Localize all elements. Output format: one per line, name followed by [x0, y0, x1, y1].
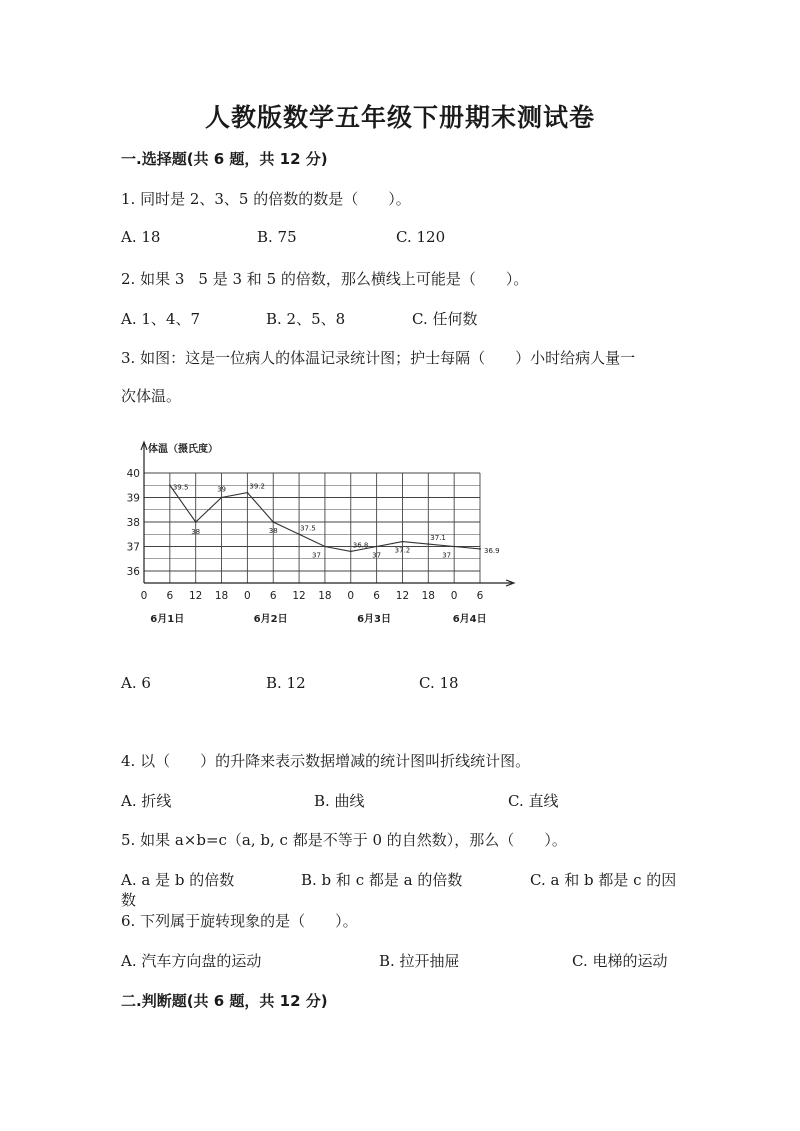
- data-label: 37.5: [300, 524, 316, 533]
- data-label: 37: [312, 551, 321, 560]
- data-label: 38: [191, 528, 201, 536]
- q5-option-c: C. a 和 b 都是 c 的因: [530, 871, 677, 889]
- y-tick-labels: [127, 468, 141, 578]
- q6-option-c: C. 电梯的运动: [572, 952, 668, 970]
- data-point: [453, 546, 455, 548]
- day-label: 6月1日: [150, 614, 185, 625]
- page-title: 人教版数学五年级下册期末测试卷: [204, 103, 595, 132]
- q2-option-a: A. 1、4、7: [121, 310, 200, 328]
- x-tick-label: 6: [476, 590, 484, 602]
- x-tick-label: 6: [166, 590, 174, 602]
- data-label: 37.1: [430, 534, 446, 543]
- q1-option-c: C. 120: [396, 228, 446, 246]
- y-tick-label: 39: [126, 492, 140, 505]
- data-label: 37.2: [394, 546, 411, 555]
- q3-option-c: C. 18: [419, 674, 459, 692]
- data-point: [427, 543, 429, 545]
- data-point: [298, 533, 300, 535]
- y-tick-label: 36: [126, 566, 140, 578]
- question-5-text-end: ）。: [544, 831, 567, 849]
- temperature-line-chart: [120, 430, 530, 630]
- q4-option-a: A. 折线: [121, 792, 172, 810]
- day-label: 6月2日: [253, 614, 288, 625]
- x-tick-label: 0: [450, 590, 458, 602]
- data-point: [402, 541, 404, 543]
- data-label: 39: [217, 485, 226, 494]
- question-2-text-end: ）。: [505, 270, 529, 288]
- data-point: [272, 521, 274, 523]
- q2-option-c: C. 任何数: [412, 310, 478, 328]
- question-1-text-end: ）。: [388, 190, 411, 208]
- q1-option-b: B. 75: [257, 228, 297, 246]
- x-tick-label: 18: [214, 590, 229, 602]
- question-3-line2: 次体温。: [121, 387, 182, 405]
- q3-option-a: A. 6: [121, 674, 151, 692]
- question-1: [121, 188, 411, 209]
- q2-option-b: B. 2、5、8: [266, 310, 346, 328]
- data-point: [169, 484, 171, 486]
- question-2-text-mid: 5 是 3 和 5 的倍数，那么横线上可能是（: [198, 270, 476, 288]
- question-6: [121, 910, 358, 931]
- question-4: [121, 750, 530, 771]
- data-point: [195, 521, 197, 523]
- x-tick-label: 18: [318, 590, 332, 602]
- x-tick-label: 12: [395, 590, 410, 602]
- data-point: [376, 546, 378, 548]
- chart-axes: [141, 442, 514, 586]
- day-label: 6月3日: [357, 614, 391, 625]
- x-tick-label: 0: [140, 590, 148, 602]
- x-tick-label: 6: [269, 590, 277, 602]
- question-6-text: 6. 下列属于旋转现象的是（: [121, 912, 306, 930]
- x-tick-label: 0: [244, 590, 251, 602]
- question-3: [121, 347, 635, 368]
- q5-option-b: B. b 和 c 都是 a 的倍数: [301, 871, 463, 889]
- data-point: [479, 548, 481, 550]
- q4-option-c: C. 直线: [508, 792, 559, 810]
- question-2: [121, 268, 528, 289]
- q1-option-a: A. 18: [121, 228, 161, 246]
- x-tick-label: 0: [347, 590, 355, 602]
- data-label: 37: [442, 551, 452, 560]
- data-label: 39.5: [172, 483, 189, 492]
- section-heading-judgement: 二.判断题(共 6 题，共 12 分): [121, 992, 328, 1010]
- question-3-text: 3. 如图：这是一位病人的体温记录统计图；护士每隔（: [121, 349, 486, 367]
- data-label: 36.9: [484, 546, 500, 555]
- y-axis-label: 体温（摄氏度）: [148, 444, 218, 455]
- question-4-text-end: ）的升降来表示数据增减的统计图叫折线统计图。: [200, 752, 531, 770]
- data-label: 39.2: [249, 482, 265, 491]
- data-label: 36.8: [352, 541, 369, 550]
- data-point: [324, 546, 326, 548]
- x-tick-label: 18: [421, 590, 435, 602]
- data-point: [246, 492, 248, 494]
- question-4-text: 4. 以（: [121, 752, 171, 770]
- x-tick-label: 12: [189, 590, 203, 602]
- question-1-text: 1. 同时是 2、3、5 的倍数的数是（: [121, 190, 359, 208]
- question-2-text: 2. 如果 3: [121, 270, 185, 288]
- y-tick-label: 37: [126, 541, 140, 554]
- question-5: [121, 829, 567, 850]
- data-label: 37: [372, 551, 382, 560]
- q5-option-c-wrap: 数: [121, 891, 137, 909]
- data-point: [350, 551, 352, 553]
- y-tick-label: 38: [126, 517, 140, 529]
- question-3-text-end: ）小时给病人量一: [515, 349, 636, 367]
- question-6-text-end: ）。: [335, 912, 358, 930]
- data-label: 38: [268, 527, 278, 535]
- q3-option-b: B. 12: [266, 674, 306, 692]
- day-labels: [150, 612, 486, 625]
- q6-option-b: B. 拉开抽屉: [379, 952, 460, 970]
- y-tick-label: 40: [126, 468, 140, 480]
- x-tick-label: 12: [292, 590, 306, 602]
- x-tick-labels: [141, 590, 484, 602]
- question-5-text: 5. 如果 a×b=c（a, b, c 都是不等于 0 的自然数），那么（: [121, 831, 515, 849]
- section-heading-choice: 一.选择题(共 6 题，共 12 分): [121, 150, 328, 168]
- data-point: [221, 497, 223, 499]
- q5-option-a: A. a 是 b 的倍数: [121, 871, 235, 889]
- day-label: 6月4日: [452, 614, 487, 625]
- q4-option-b: B. 曲线: [314, 792, 365, 810]
- q6-option-a: A. 汽车方向盘的运动: [121, 952, 262, 970]
- x-tick-label: 6: [373, 590, 380, 602]
